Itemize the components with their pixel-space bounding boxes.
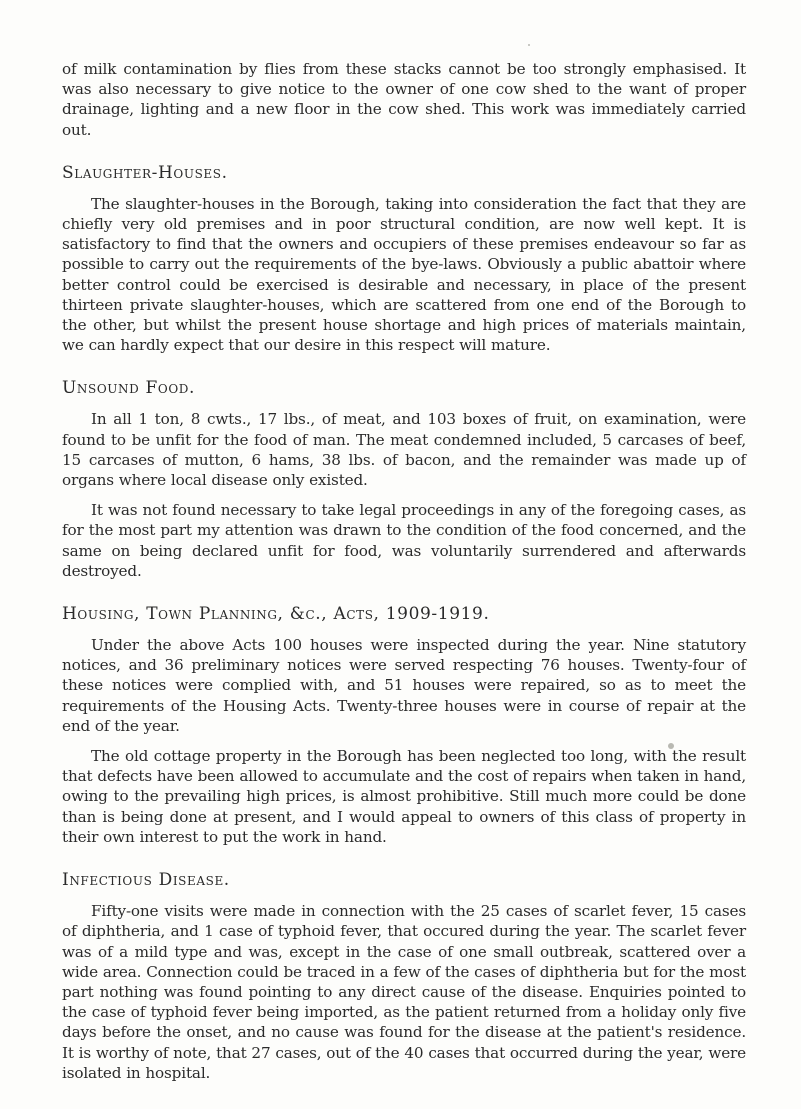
section-paragraph: It was not found necessary to take legal proceedings in any of the foregoing cases, as for the most part my attention was drawn to the condition of the food concerned, and the same on being declared unfit for food, was voluntarily surrendered and afterwards destroyed.	[62, 501, 746, 580]
section-paragraph: The slaughter-houses in the Borough, taking into consideration the fact that they are chiefly very old premises and in poor structural condition, are now well kept. It is satisfactory to find that the owners and occupiers of these premises endeavour so far as possible to carry out the requirements of the bye-laws. Obviously a public abattoir where better control could be exercised is desirable and necessary, in place of the present thirteen private slaughter-houses, which are scattered from one end of the Borough to the other, but whilst the present house shortage and high prices of materials maintain, we can hardly expect that our desire in this respect will mature.	[62, 194, 746, 355]
section-infectious-disease	[62, 869, 746, 1083]
intro-paragraph: of milk contamination by flies from these stacks cannot be too strongly emphasised. It was also necessary to give notice to the owner of one cow shed to the want of proper drainage, lighting and a new floor in the cow shed. This work was immediately carried out.	[62, 60, 746, 139]
section-paragraph: Fifty-one visits were made in connection with the 25 cases of scarlet fever, 15 cases of diphtheria, and 1 case of typhoid fever, that occured during the year. The scarlet fever was of a mild type and was, except in the case of one small outbreak, scattered over a wide area. Connection could be traced in a few of the cases of diphtheria but for the most part nothing was found pointing to any direct cause of the disease. Enquiries pointed to the case of typhoid fever being imported, as the patient returned from a holiday only five days before the onset, and no cause was found for the disease at the patient's residence. It is worthy of note, that 27 cases, out of the 40 cases that occurred during the year, were isolated in hospital.	[62, 902, 746, 1082]
section-heading: Slaughter-Houses.	[62, 162, 228, 183]
section-heading: Unsound Food.	[62, 378, 196, 399]
section-housing-acts	[62, 603, 746, 847]
section-paragraph: In all 1 ton, 8 cwts., 17 lbs., of meat, and 103 boxes of fruit, on examination, were found to be unfit for the food of man. The meat condemned included, 5 carcases of beef, 15 carcases of mutton, 6 hams, 38 lbs. of bacon, and the remainder was made up of organs where local disease only existed.	[62, 410, 746, 490]
section-heading: Infectious Disease.	[62, 870, 230, 891]
paper-speck	[528, 44, 530, 46]
section-paragraph: Under the above Acts 100 houses were inspected during the year. Nine statutory notices, and 36 preliminary notices were served respecting 76 houses. Twenty-four of these notices were complied with, and 51 houses were repaired, so as to meet the requirements of the Housing Acts. Twenty-three houses were in course of repair at the end of the year.	[62, 636, 746, 735]
section-heading: Housing, Town Planning, &c., Acts, 1909-1919.	[62, 604, 490, 625]
section-unsound-food	[62, 377, 746, 581]
section-paragraph: The old cottage property in the Borough has been neglected too long, with the result that defects have been allowed to accumulate and the cost of repairs when taken in hand, owing to the prevailing high prices, is almost prohibitive. Still much more could be done than is being done at present, and I would appeal to owners of this class of property in their own interest to put the work in hand.	[62, 747, 746, 846]
document-body	[62, 59, 746, 1083]
section-slaughter-houses	[62, 162, 746, 356]
